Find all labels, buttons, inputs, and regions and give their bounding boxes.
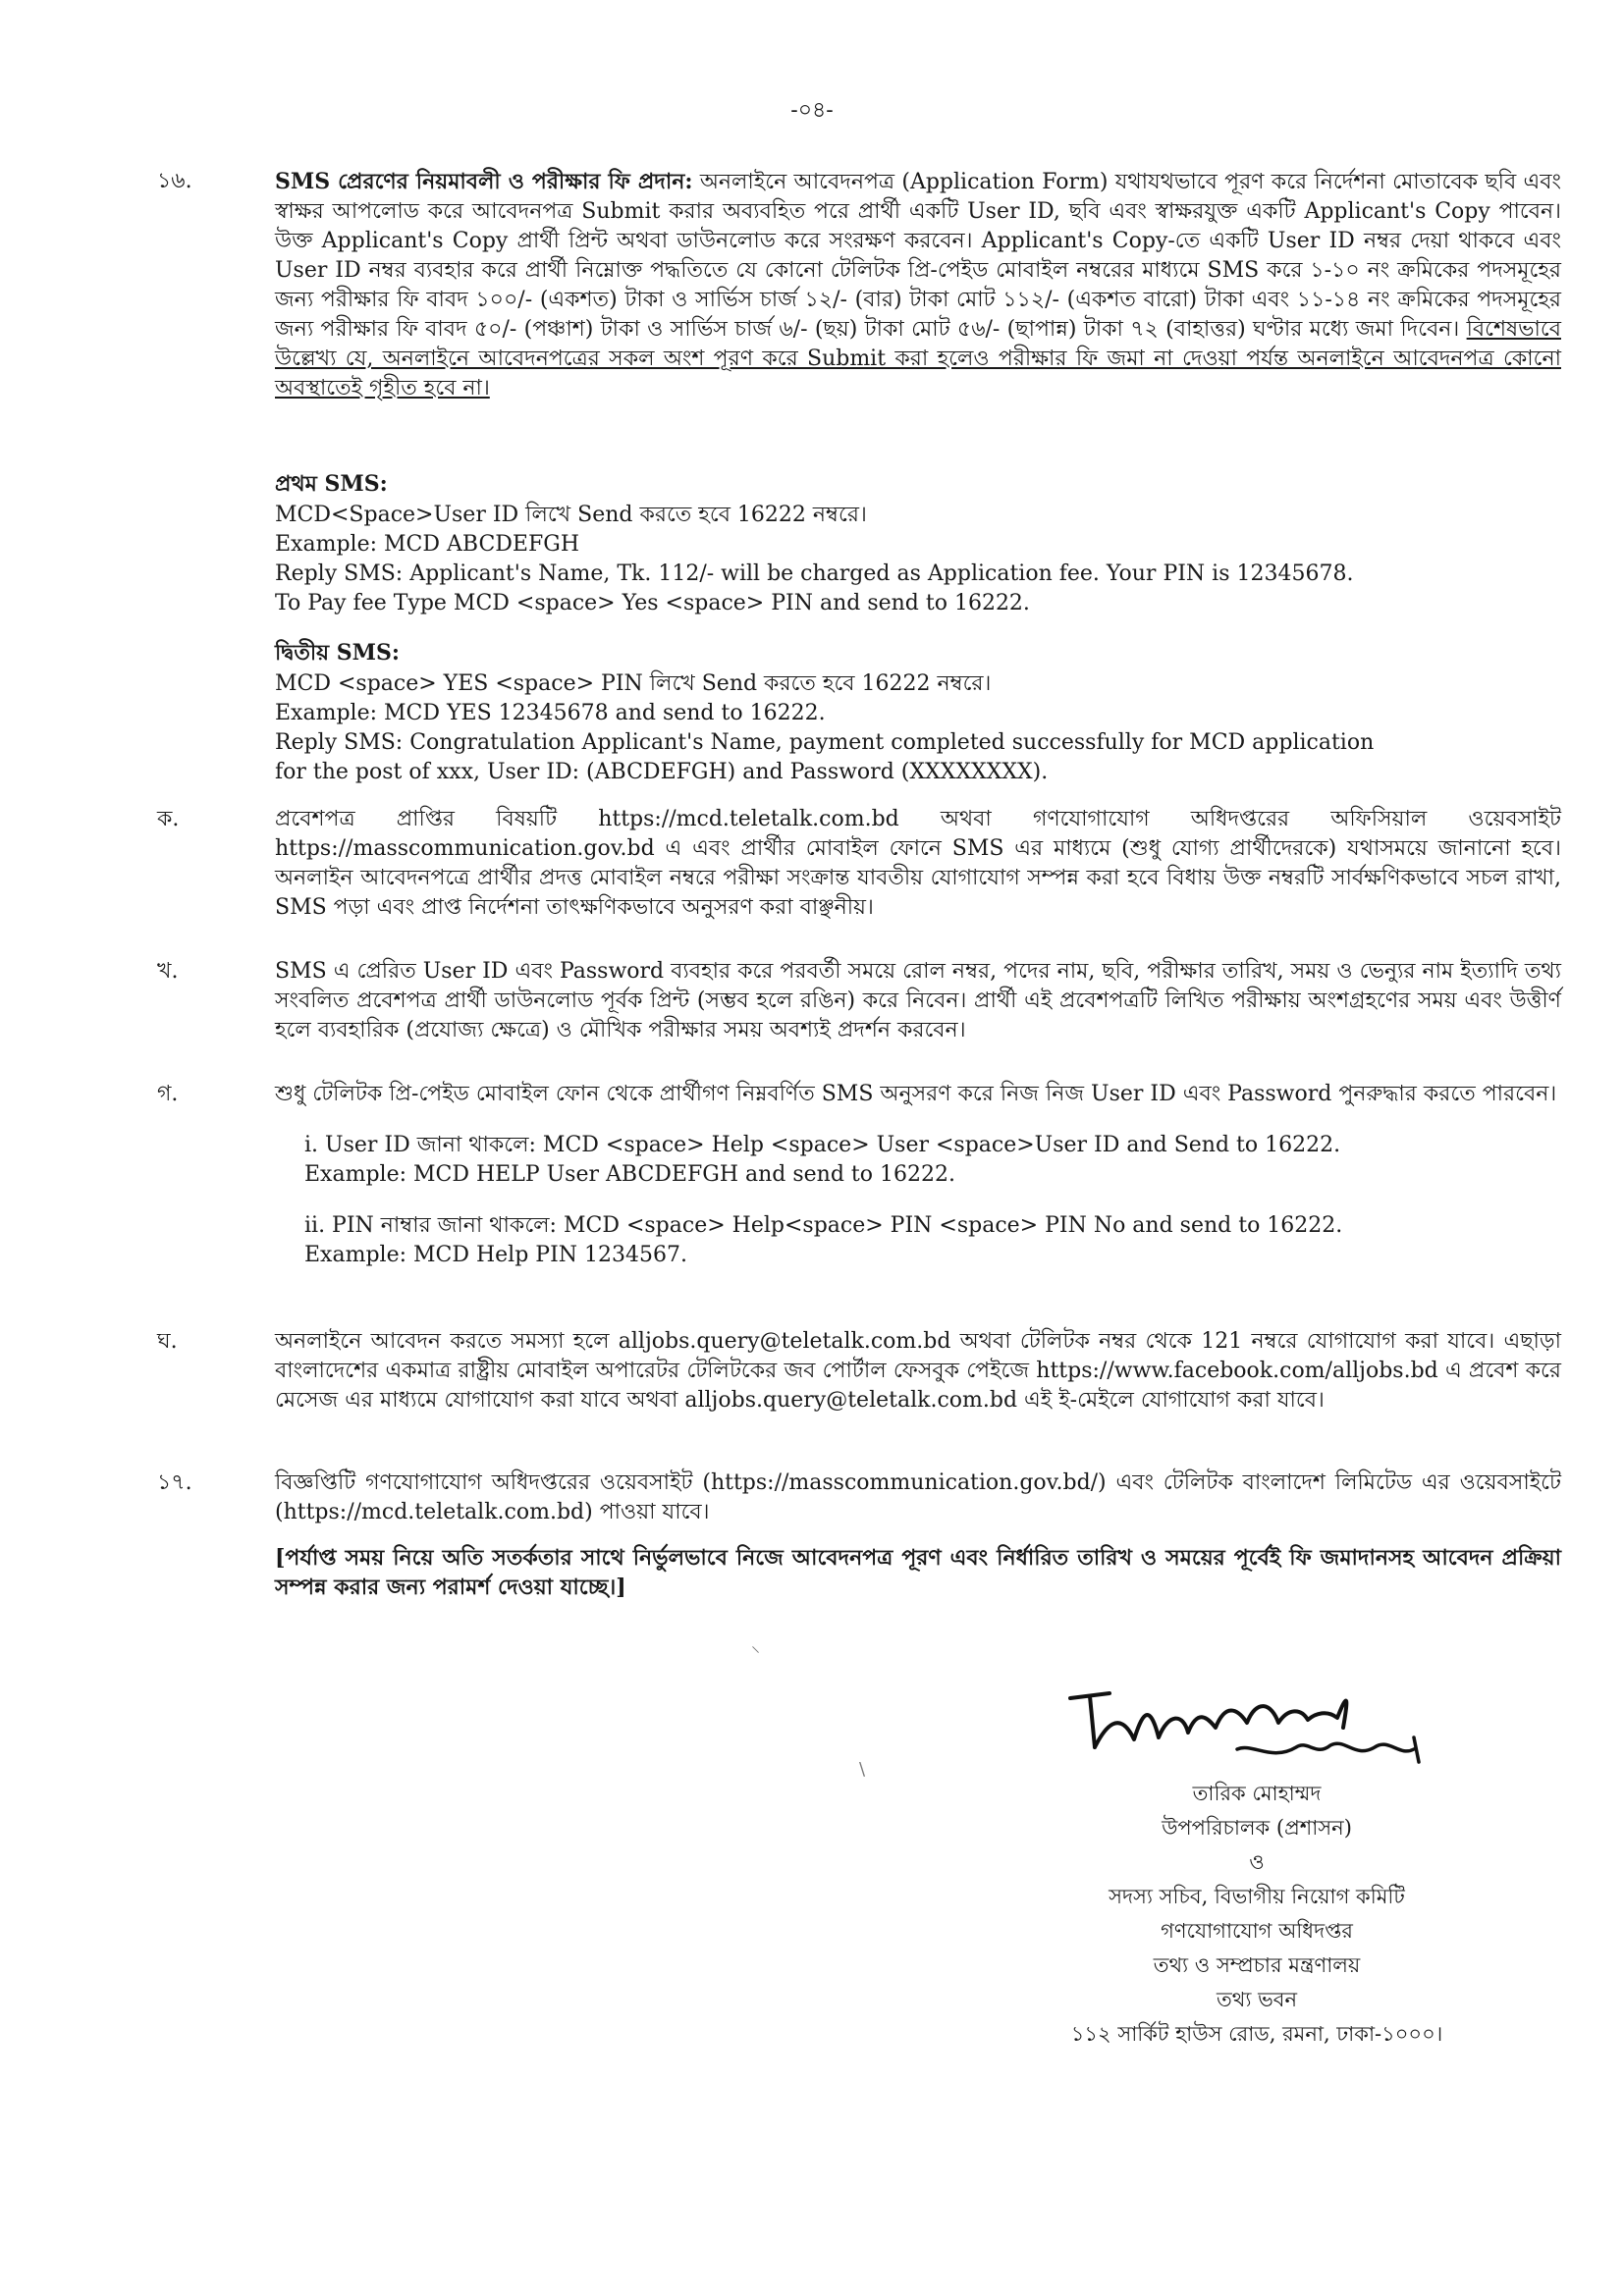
signature-block [982, 1669, 1532, 2052]
item-marker: ক. [157, 807, 180, 831]
signatory-name: তারিক মোহাম্মদ [1192, 1782, 1322, 1805]
section-16-text: অনলাইনে আবেদনপত্র (Application Form) যথাযথভাবে পূরণ করে নির্দেশনা মোতাবেক ছবি এবং স্বাক্ষর আপলোড করে আবেদনপত্র Submit করার অব্যবহিত পরে প্রার্থী একটি User ID, ছবি এবং স্বাক্ষরযুক্ত একটি Applicant's Copy পাবেন। উক্ত Applicant's Copy প্রার্থী প্রিন্ট অথবা ডাউনলোড করে সংরক্ষণ করবেন। Applicant's Copy-তে একটি User ID নম্বর দেয়া থাকবে এবং User ID নম্বর ব্যবহার করে প্রার্থী নিম্নোক্ত পদ্ধতিতে যে কোনো টেলিটক প্রি-পেইড মোবাইল নম্বরের মাধ্যমে SMS করে ১-১০ নং ক্রমিকের পদসমূহের জন্য পরীক্ষার ফি বাবদ ১০০/- (একশত) টাকা ও সার্ভিস চার্জ ১২/- (বার) টাকা মোট ১১২/- (একশত বারো) টাকা এবং ১১-১৪ নং ক্রমিকের পদসমূহের জন্য পরীক্ষার ফি বাবদ ৫০/- (পঞ্চাশ) টাকা ও সার্ভিস চার্জ ৬/- (ছয়) টাকা মোট ৫৬/- (ছাপান্ন) টাকা ৭২ (বাহাত্তর) ঘণ্টার মধ্যে জমা দিবেন। [275, 170, 1561, 342]
signatory-address: ১১২ সার্কিট হাউস রোড, রমনা, ঢাকা-১০০০। [1070, 2022, 1443, 2046]
item-ka-text: প্রবেশপত্র প্রাপ্তির বিষয়টি https://mcd.teletalk.com.bd অথবা গণযোগাযোগ অধিদপ্তরের অফিসিয়াল ওয়েবসাইট https://masscommunication.gov.bd এ এবং প্রার্থীর মোবাইল ফোনে SMS এর মাধ্যমে (শুধু যোগ্য প্রার্থীদেরকে) যথাসময়ে জানানো হবে। অনলাইন আবেদনপত্রে প্রার্থীর প্রদত্ত মোবাইল নম্বরে পরীক্ষা সংক্রান্ত যাবতীয় যোগাযোগ সম্পন্ন করা হবে বিধায় উক্ত নম্বরটি সার্বক্ষণিকভাবে সচল রাখা, SMS পড়া এবং প্রাপ্ত নির্দেশনা তাৎক্ষণিকভাবে অনুসরণ করা বাঞ্ছনীয়। [275, 807, 1561, 920]
signatory-committee-role: সদস্য সচিব, বিভাগীয় নিয়োগ কমিটি [1109, 1885, 1405, 1908]
item-ga-text: শুধু টেলিটক প্রি-পেইড মোবাইল ফোন থেকে প্রার্থীগণ নিম্নবর্ণিত SMS অনুসরণ করে নিজ নিজ User ID এবং Password পুনরুদ্ধার করতে পারবেন। [275, 1082, 1557, 1106]
handwritten-signature [1051, 1669, 1463, 1777]
signatory-ministry: তথ্য ও সম্প্রচার মন্ত্রণালয় [1153, 1953, 1361, 1977]
item-ka [157, 805, 1561, 923]
first-sms-body [275, 469, 1561, 618]
section-marker: ১৭. [157, 1470, 192, 1495]
sms-line: Reply SMS: Applicant's Name, Tk. 112/- will be charged as Application fee. Your PIN is 12345678. [275, 561, 1354, 586]
second-sms [167, 628, 1561, 787]
sms-line: Example: MCD ABCDEFGH [275, 532, 579, 557]
item-kha [157, 957, 1561, 1045]
second-sms-lines [275, 669, 1561, 787]
sms-line: for the post of xxx, User ID: (ABCDEFGH) and Password (XXXXXXXX). [275, 760, 1049, 784]
stray-mark: ⸌ [751, 1643, 760, 1664]
item-ga-body [275, 1080, 1561, 1270]
item-kha-text: SMS এ প্রেরিত User ID এবং Password ব্যবহার করে পরবর্তী সময়ে রোল নম্বর, পদের নাম, ছবি, পরীক্ষার তারিখ, সময় ও ভেন্যুর নাম ইত্যাদি তথ্য সংবলিত প্রবেশপত্র প্রার্থী ডাউনলোড পূর্বক প্রিন্ট (সম্ভব হলে রঙিন) করে নিবেন। প্রার্থী এই প্রবেশপত্রটি লিখিত পরীক্ষায় অংশগ্রহণের সময় এবং উত্তীর্ণ হলে ব্যবহারিক (প্রযোজ্য ক্ষেত্রে) ও মৌখিক পরীক্ষার সময় অবশ্যই প্রদর্শন করবেন। [275, 959, 1561, 1042]
sms-line: Example: MCD Help PIN 1234567. [304, 1243, 688, 1267]
sms-line: ii. PIN নাম্বার জানা থাকলে: MCD <space> Help<space> PIN <space> PIN No and send to 16222. [304, 1213, 1343, 1238]
sms-line: MCD<Space>User ID লিখে Send করতে হবে 16222 নম্বরে। [275, 503, 867, 527]
section-16-body [275, 167, 1561, 403]
first-sms [167, 459, 1561, 618]
sms-line: Reply SMS: Congratulation Applicant's Name, payment completed successfully for MCD application [275, 730, 1375, 755]
section-16-heading: SMS প্রেরণের নিয়মাবলী ও পরীক্ষার ফি প্রদান: [275, 169, 693, 194]
sms-line: To Pay fee Type MCD <space> Yes <space> PIN and send to 16222. [275, 591, 1030, 615]
signatory-department: গণযোগাযোগ অধিদপ্তর [1161, 1919, 1353, 1943]
recover-pin [304, 1211, 1561, 1270]
signatory-conjunction: ও [1249, 1850, 1265, 1874]
item-ga [157, 1080, 1561, 1270]
section-17-text: বিজ্ঞপ্তিটি গণযোগাযোগ অধিদপ্তরের ওয়েবসাইট (https://masscommunication.gov.bd/) এবং টেলিটক বাংলাদেশ লিমিটেড এর ওয়েবসাইটে (https://mcd.teletalk.com.bd) পাওয়া যাবে। [275, 1470, 1561, 1524]
sms-line: Example: MCD YES 12345678 and send to 16222. [275, 701, 826, 725]
section-16-emphasis: বিশেষভাবে উল্লেখ্য যে, অনলাইনে আবেদনপত্রের সকল অংশ পূরণ করে Submit করা হলেও পরীক্ষার ফি জমা না দেওয়া পর্যন্ত অনলাইনে আবেদনপত্র কোনো অবস্থাতেই গৃহীত হবে না। [275, 317, 1561, 400]
second-sms-body [275, 638, 1561, 787]
item-marker: গ. [157, 1082, 179, 1106]
signatory-building: তথ্য ভবন [1217, 1988, 1297, 2011]
section-marker: ১৬. [157, 169, 192, 193]
section-16 [157, 167, 1561, 403]
first-sms-heading: প্রথম SMS: [275, 471, 388, 497]
recover-user-id [304, 1131, 1561, 1190]
item-gha-text: অনলাইনে আবেদন করতে সমস্যা হলে alljobs.query@teletalk.com.bd অথবা টেলিটক নম্বর থেকে 121 নম্বরে যোগাযোগ করা যাবে। এছাড়া বাংলাদেশের একমাত্র রাষ্ট্রীয় মোবাইল অপারেটর টেলিটকের জব পোর্টাল ফেসবুক পেইজে https://www.facebook.com/alljobs.bd এ প্রবেশ করে মেসেজ এর মাধ্যমে যোগাযোগ করা যাবে অথবা alljobs.query@teletalk.com.bd এই ই-মেইলে যোগাযোগ করা যাবে। [275, 1329, 1561, 1413]
first-sms-lines [275, 501, 1561, 618]
second-sms-heading: দ্বিতীয় SMS: [275, 640, 401, 666]
item-gha [157, 1327, 1561, 1415]
sms-line: Example: MCD HELP User ABCDEFGH and send to 16222. [304, 1162, 955, 1187]
section-17 [157, 1468, 1561, 1527]
item-marker: ঘ. [157, 1329, 178, 1354]
sms-line: i. User ID জানা থাকলে: MCD <space> Help <space> User <space>User ID and Send to 16222. [304, 1133, 1341, 1157]
advisory-note: [পর্যাপ্ত সময় নিয়ে অতি সতর্কতার সাথে নির্ভুলভাবে নিজে আবেদনপত্র পূরণ এবং নির্ধারিত তারিখ ও সময়ের পূর্বেই ফি জমাদানসহ আবেদন প্রক্রিয়া সম্পন্ন করার জন্য পরামর্শ দেওয়া যাচ্ছে।] [275, 1545, 1561, 1600]
stray-mark: \ [859, 1759, 866, 1780]
signatory-designation: উপপরিচালক (প্রশাসন) [1162, 1816, 1352, 1840]
sms-line: MCD <space> YES <space> PIN লিখে Send করতে হবে 16222 নম্বরে। [275, 671, 992, 696]
item-marker: খ. [157, 959, 179, 984]
page-number: -০৪- [790, 98, 834, 123]
